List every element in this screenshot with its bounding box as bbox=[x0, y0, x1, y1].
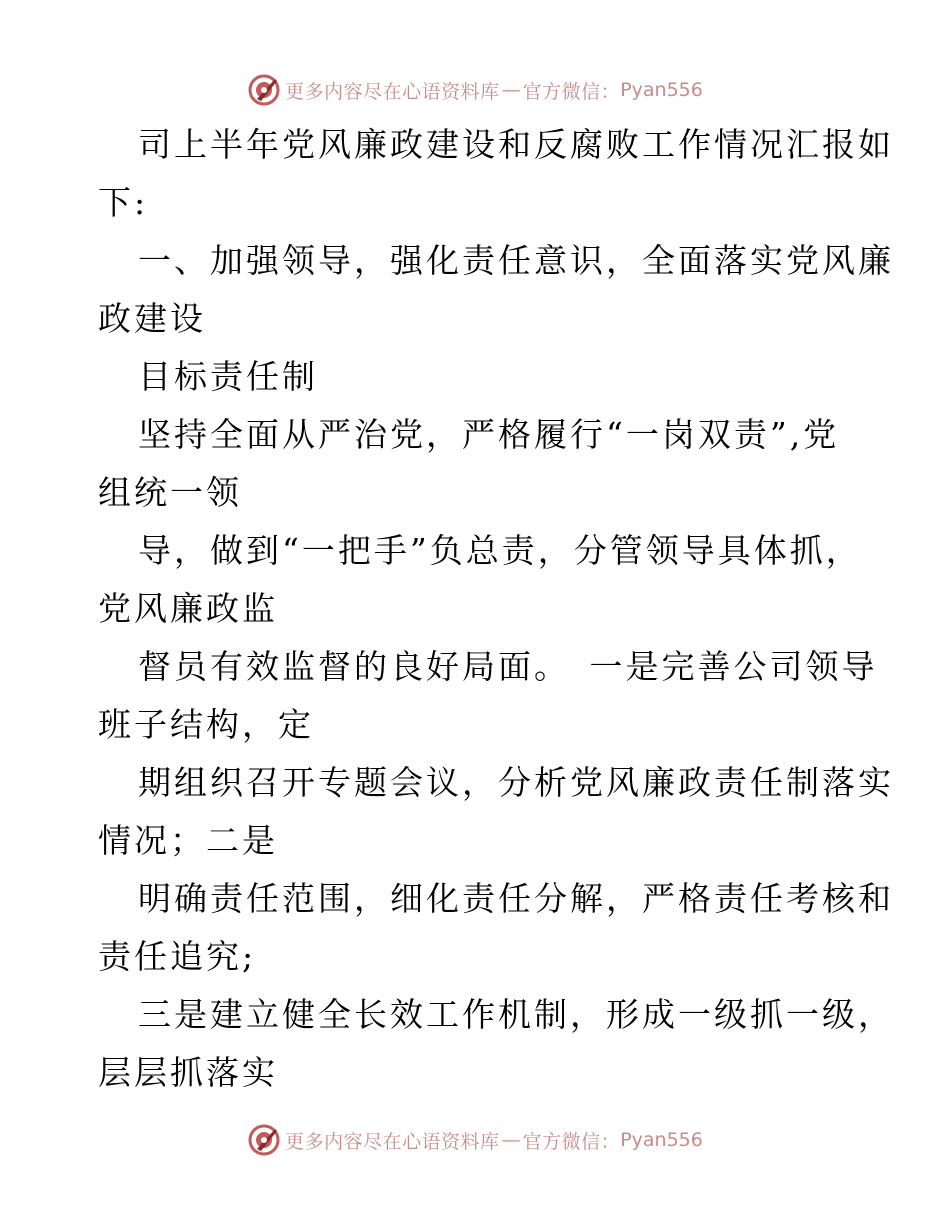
watermark-separator: — bbox=[501, 1129, 521, 1151]
text-line: 下: bbox=[98, 183, 149, 222]
watermark-wechat-label: 官方微信： bbox=[522, 1130, 621, 1153]
text-line: 层层抓落实 bbox=[98, 1053, 278, 1092]
text-line: 政建设 bbox=[98, 299, 206, 338]
watermark-banner-top bbox=[0, 70, 950, 110]
text-line: 目标责任制 bbox=[138, 357, 318, 396]
watermark-separator: — bbox=[501, 79, 521, 101]
quill-seal-icon bbox=[247, 1123, 281, 1157]
text-line: 督员有效监督的良好局面。 一是完善公司领导 bbox=[138, 647, 878, 686]
document-body bbox=[98, 116, 894, 1102]
text-line: 组统一领 bbox=[98, 473, 242, 512]
text-line: 司上半年党风廉政建设和反腐败工作情况汇报如 bbox=[138, 125, 894, 164]
text-line: 三是建立健全长效工作机制，形成一级抓一级， bbox=[138, 995, 894, 1034]
text-line: 班子结构，定 bbox=[98, 705, 314, 744]
watermark-site-text: 更多内容尽在心语资料库 bbox=[285, 80, 500, 103]
text-line: 导，做到“一把手”负总责，分管领导具体抓， bbox=[138, 531, 862, 570]
quill-seal-icon bbox=[247, 73, 281, 107]
text-line: 坚持全面从严治党，严格履行“一岗双责”,党 bbox=[138, 415, 840, 454]
text-line: 情况；二是 bbox=[98, 821, 278, 860]
text-line: 期组织召开专题会议，分析党风廉政责任制落实 bbox=[138, 763, 894, 802]
text-line: 明确责任范围，细化责任分解，严格责任考核和 bbox=[138, 879, 894, 918]
watermark-wechat-account: Pyan556 bbox=[620, 79, 703, 101]
watermark-site-text: 更多内容尽在心语资料库 bbox=[285, 1130, 500, 1153]
watermark-banner-bottom bbox=[0, 1120, 950, 1160]
text-line: 党风廉政监 bbox=[98, 589, 278, 628]
watermark-wechat-account: Pyan556 bbox=[620, 1129, 703, 1151]
text-line: 一、加强领导，强化责任意识，全面落实党风廉 bbox=[138, 241, 894, 280]
watermark-wechat-label: 官方微信： bbox=[522, 80, 621, 103]
text-line: 责任追究; bbox=[98, 937, 257, 976]
